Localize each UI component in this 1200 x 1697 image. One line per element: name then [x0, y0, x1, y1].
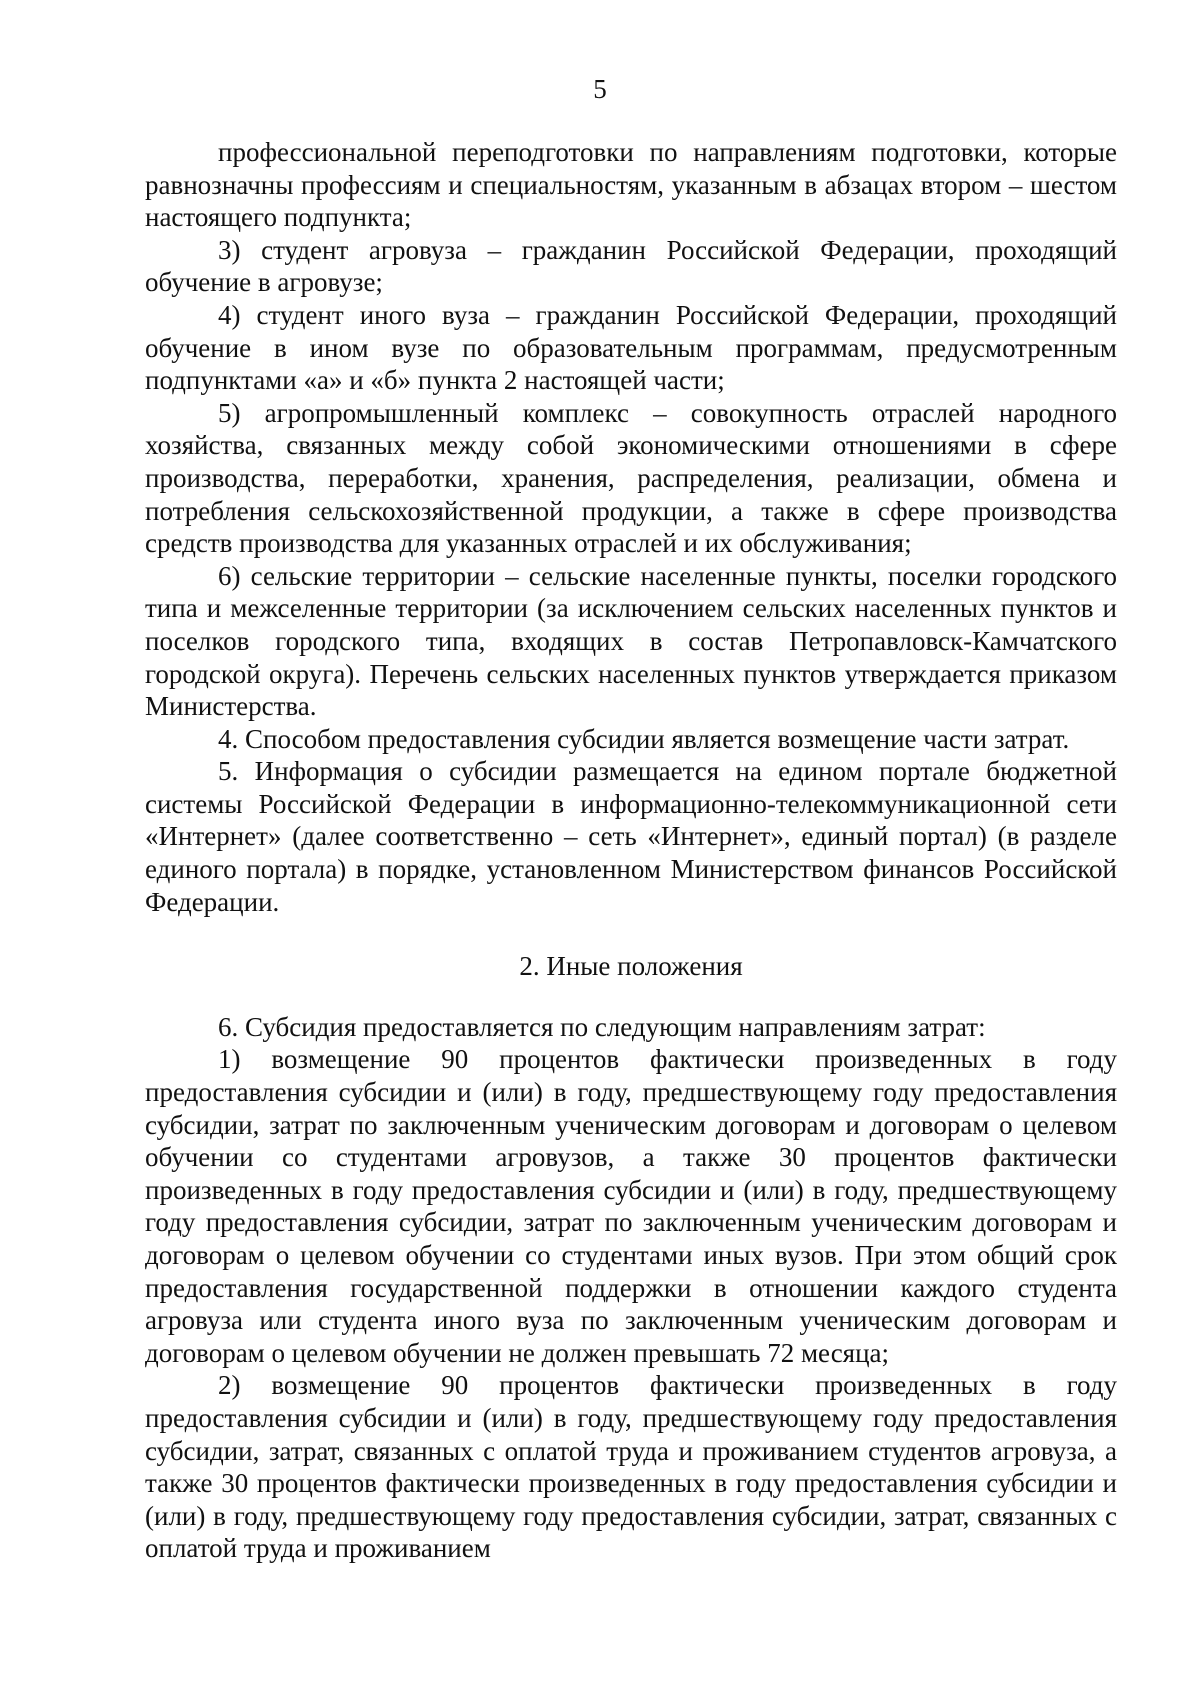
paragraph-item-3: 3) студент агровуза – гражданин Российской Федерации, проходящий обучение в агровузе;: [145, 234, 1117, 298]
paragraph-subitem-2: 2) возмещение 90 процентов фактически произведенных в году предоставления субсидии и (или) в году, предшествующему году предоставления субсидии, затрат, связанных с оплатой труда и проживанием студентов агровуза, а также 30 процентов фактически произведенных в году предоставления субсидии и (или) в году, предшествующему году предоставления субсидии, затрат, связанных с оплатой труда и проживанием: [145, 1370, 1117, 1564]
paragraph-clause-4: 4. Способом предоставления субсидии является возмещение части затрат.: [218, 723, 1070, 754]
section-heading: 2. Иные положения: [519, 951, 743, 982]
paragraph-item-4: 4) студент иного вуза – гражданин Российской Федерации, проходящий обучение в ином вузе по образовательным программам, предусмотренным подпунктами «а» и «б» пункта 2 настоящей части;: [145, 299, 1117, 396]
paragraph-item-6: 6) сельские территории – сельские населенные пункты, поселки городского типа и межселенные территории (за исключением сельских населенных пунктов и поселков городского типа, входящих в состав Петропавловск-Камчатского городской округа). Перечень сельских населенных пунктов утверждается приказом Министерства.: [145, 560, 1117, 722]
paragraph-clause-5: 5. Информация о субсидии размещается на едином портале бюджетной системы Российской Федерации в информационно-телекоммуникационной сети «Интернет» (далее соответственно – сеть «Интернет», единый портал) (в разделе единого портала) в порядке, установленном Министерством финансов Российской Федерации.: [145, 756, 1117, 917]
document-body: [145, 136, 1117, 1565]
paragraph-item-5: 5) агропромышленный комплекс – совокупность отраслей народного хозяйства, связанных между собой экономическими отношениями в сфере производства, переработки, хранения, распределения, реализации, обмена и потребления сельскохозяйственной продукции, а также в сфере производства средств производства для указанных отраслей и их обслуживания;: [145, 397, 1117, 559]
paragraph-clause-6: 6. Субсидия предоставляется по следующим направлениям затрат:: [218, 1011, 986, 1042]
page-number: 5: [593, 74, 607, 104]
paragraph-continuation: профессиональной переподготовки по направлениям подготовки, которые равнозначны профессиям и специальностям, указанным в абзацах втором – шестом настоящего подпункта;: [145, 137, 1117, 233]
paragraph-subitem-1: 1) возмещение 90 процентов фактически произведенных в году предоставления субсидии и (или) в году, предшествующему году предоставления субсидии, затрат по заключенным ученическим договорам и договорам о целевом обучении со студентами агровузов, а также 30 процентов фактически произведенных в году предоставления субсидии и (или) в году, предшествующему году предоставления субсидии, затрат по заключенным ученическим договорам и договорам о целевом обучении со студентами иных вузов. При этом общий срок предоставления государственной поддержки в отношении каждого студента агровуза или студента иного вуза по заключенным ученическим договорам и договорам о целевом обучении не должен превышать 72 месяца;: [145, 1044, 1117, 1368]
